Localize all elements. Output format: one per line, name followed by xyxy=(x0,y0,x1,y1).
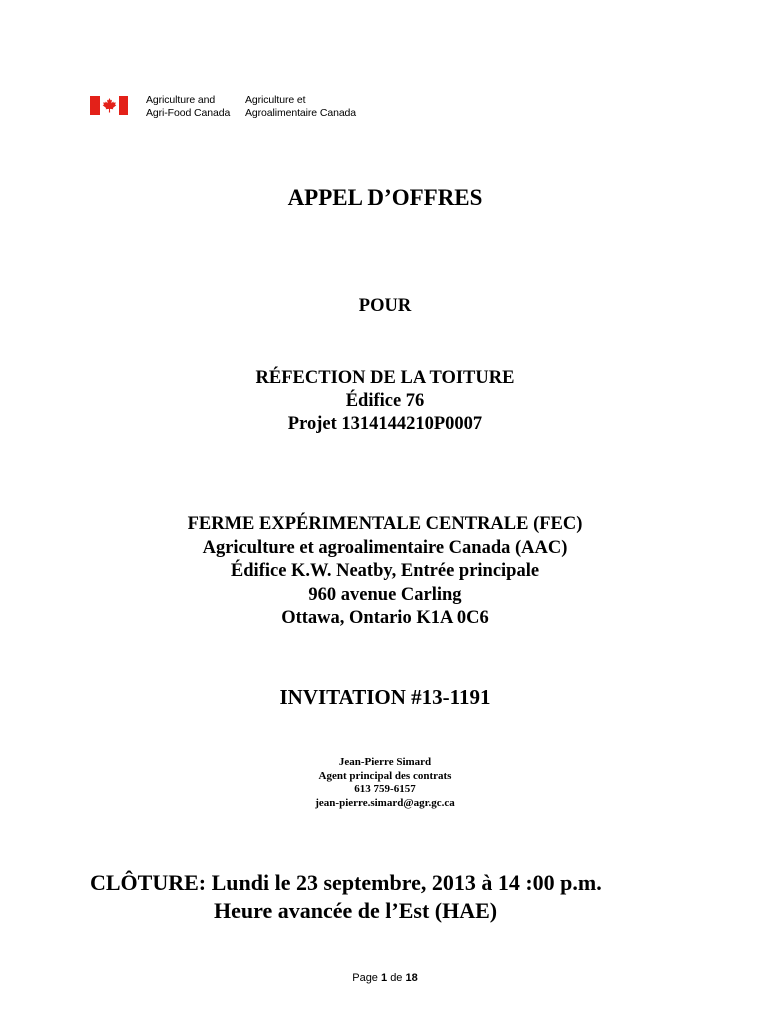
department-en-line2: Agri-Food Canada xyxy=(146,106,231,119)
flag-right-bar xyxy=(119,96,129,115)
location-line-street: 960 avenue Carling xyxy=(308,584,462,605)
location-line-farm: FERME EXPÉRIMENTALE CENTRALE (FEC) xyxy=(187,514,583,534)
department-name-english xyxy=(146,94,230,119)
invitation-number: INVITATION #13-1191 xyxy=(279,685,491,709)
location-line-city: Ottawa, Ontario K1A 0C6 xyxy=(281,608,489,628)
canada-flag-icon xyxy=(90,96,128,115)
building-number: Édifice 76 xyxy=(345,391,425,411)
department-name-french xyxy=(245,94,356,119)
page-word: Page xyxy=(352,972,378,984)
of-word: de xyxy=(390,972,403,984)
page-total: 18 xyxy=(405,972,418,984)
contact-block xyxy=(0,756,770,810)
closing-date: CLÔTURE: Lundi le 23 septembre, 2013 à 14 :00 p.m. xyxy=(90,870,602,895)
contact-email: jean-pierre.simard@agr.gc.ca xyxy=(315,796,455,809)
flag-center xyxy=(100,96,119,115)
contact-name: Jean-Pierre Simard xyxy=(338,756,432,768)
department-fr-line2: Agroalimentaire Canada xyxy=(245,106,357,119)
department-en-line1: Agriculture and xyxy=(146,94,216,106)
department-fr-line1: Agriculture et xyxy=(245,94,306,106)
closing-timezone: Heure avancée de l’Est (HAE) xyxy=(214,898,498,923)
contact-phone: 613 759-6157 xyxy=(354,783,416,795)
pour-label: POUR xyxy=(358,296,412,316)
page-footer xyxy=(0,972,770,984)
closing-block xyxy=(90,869,730,925)
project-name: RÉFECTION DE LA TOITURE xyxy=(255,368,515,388)
flag-left-bar xyxy=(90,96,100,115)
location-line-agency: Agriculture et agroalimentaire Canada (AAC) xyxy=(202,537,568,558)
location-line-building: Édifice K.W. Neatby, Entrée principale xyxy=(230,561,540,581)
page-number: 1 xyxy=(381,972,388,984)
contact-role: Agent principal des contrats xyxy=(318,769,452,782)
project-number: Projet 1314144210P0007 xyxy=(287,414,483,434)
maple-leaf-icon xyxy=(101,97,118,114)
location-block xyxy=(0,513,770,631)
document-title: APPEL D’OFFRES xyxy=(287,185,483,210)
project-block xyxy=(0,367,770,436)
